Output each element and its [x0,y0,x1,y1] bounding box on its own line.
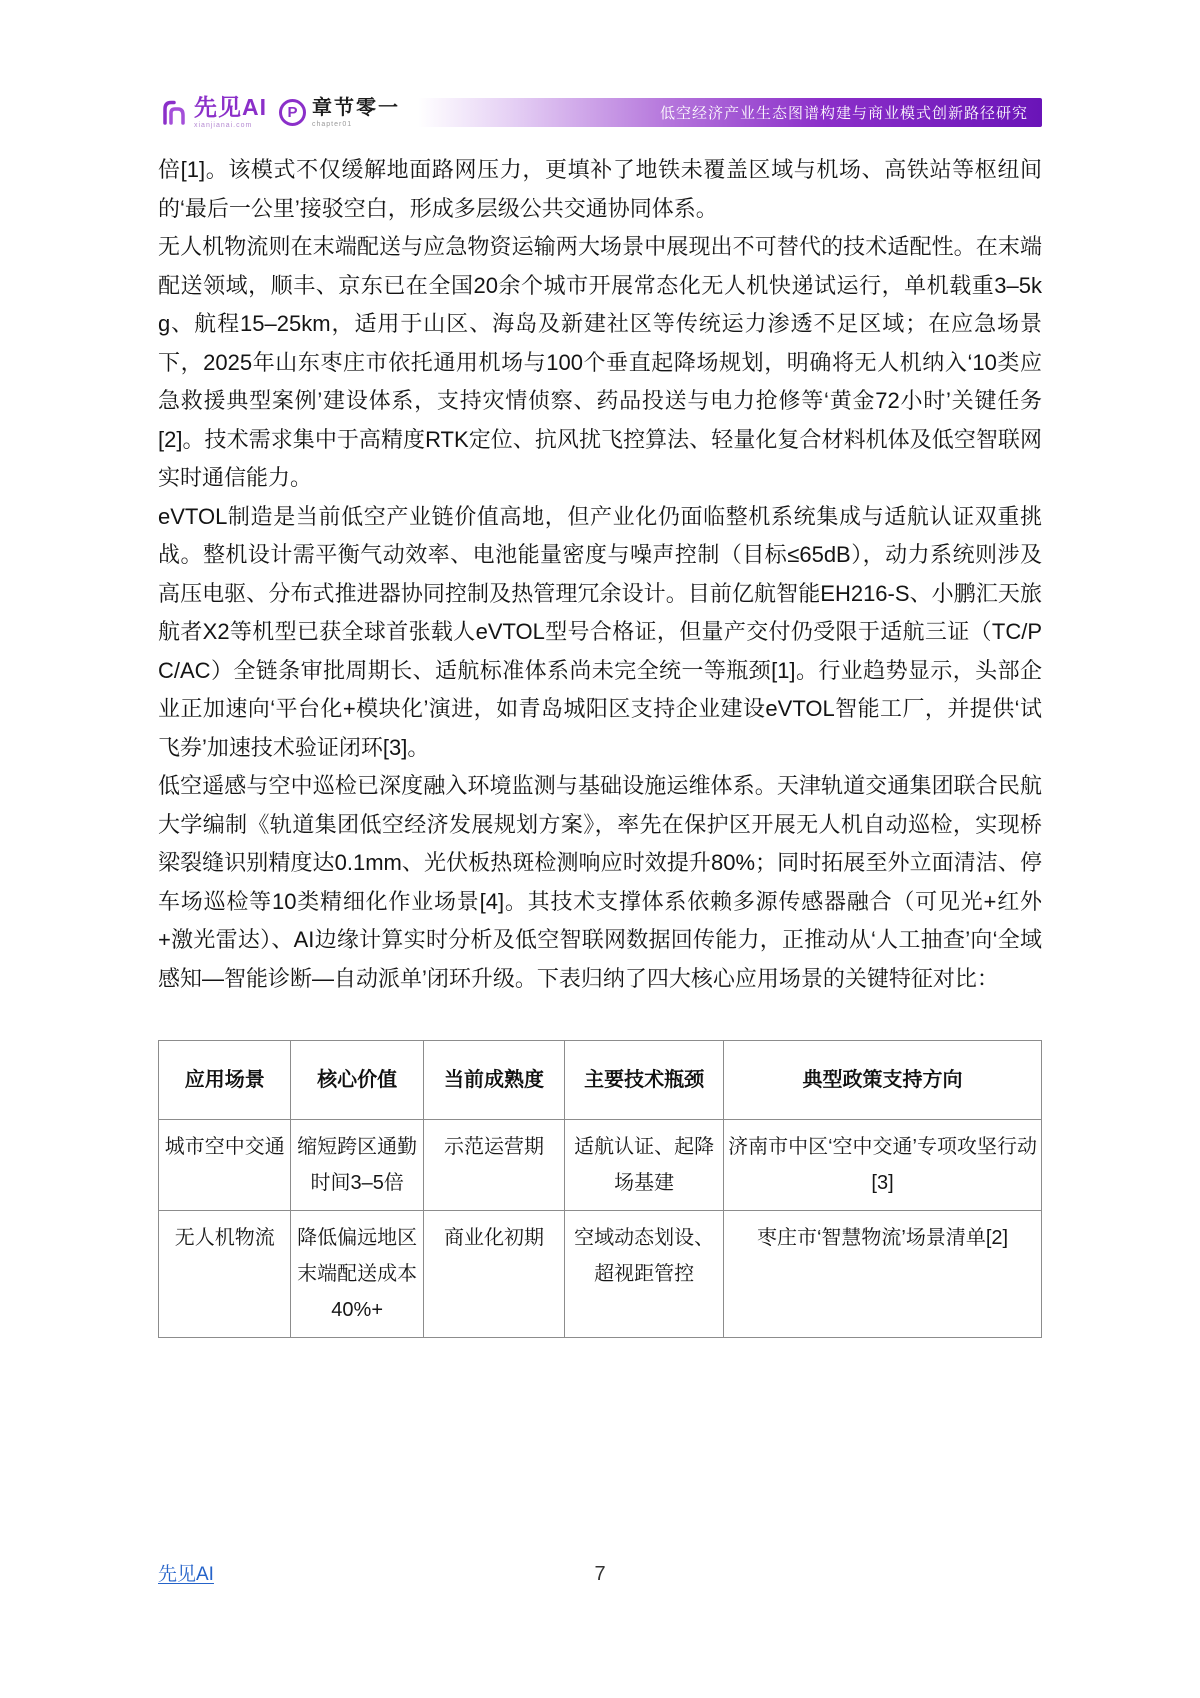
body-paragraph: 无人机物流则在末端配送与应急物资运输两大场景中展现出不可替代的技术适配性。在末端配送领域，顺丰、京东已在全国20余个城市开展常态化无人机快递试运行，单机载重3–5kg、航程15–25km，适用于山区、海岛及新建社区等传统运力渗透不足区域；在应急场景下，2025年山东枣庄市依托通用机场与100个垂直起降场规划，明确将无人机纳入‘10类应急救援典型案例’建设体系，支持灾情侦察、药品投送与电力抢修等‘黄金72小时’关键任务[2]。技术需求集中于高精度RTK定位、抗风扰飞控算法、轻量化复合材料机体及低空智联网实时通信能力。 [158,234,1042,490]
xianjian-ai-logo-icon [158,98,188,128]
table-cell-maturity: 商业化初期 [423,1211,564,1338]
table-header-cell: 应用场景 [159,1041,291,1120]
body-paragraph: 低空遥感与空中巡检已深度融入环境监测与基础设施运维体系。天津轨道交通集团联合民航大学编制《轨道集团低空经济发展规划方案》，率先在保护区开展无人机自动巡检，实现桥梁裂缝识别精度达0.1mm、光伏板热斑检测响应时效提升80%；同时拓展至外立面清洁、停车场巡检等10类精细化作业场景[4]。其技术支撑体系依赖多源传感器融合（可见光+红外+激光雷达）、AI边缘计算实时分析及低空智联网数据回传能力，正推动从‘人工抽查’向‘全域感知—智能诊断—自动派单’闭环升级。下表归纳了四大核心应用场景的关键特征对比： [158,773,1042,991]
table-cell-scene: 城市空中交通 [159,1120,291,1211]
brand-subtext: xianjianai.com [194,122,253,129]
table-row [159,1120,1042,1211]
table-cell-policy: 枣庄市‘智慧物流’场景清单[2] [724,1211,1042,1338]
brand-text [194,96,267,129]
table-header-cell: 当前成熟度 [423,1041,564,1120]
table-row [159,1211,1042,1338]
body-paragraph: 倍[1]。该模式不仅缓解地面路网压力，更填补了地铁未覆盖区域与机场、高铁站等枢纽间的‘最后一公里’接驳空白，形成多层级公共交通协同体系。 [158,157,1042,221]
table-header-cell: 核心价值 [291,1041,423,1120]
table-cell-maturity: 示范运营期 [423,1120,564,1211]
page-header [158,96,1042,129]
table-cell-bottleneck: 空域动态划设、超视距管控 [565,1211,724,1338]
footer-brand-link[interactable]: 先见AI [158,1564,214,1585]
table-cell-bottleneck: 适航认证、起降场基建 [565,1120,724,1211]
table-header-cell: 典型政策支持方向 [724,1041,1042,1120]
table-header-cell: 主要技术瓶颈 [565,1041,724,1120]
table-header-row [159,1041,1042,1120]
chapter-subtext: chapter01 [312,120,353,128]
table-cell-value: 降低偏远地区末端配送成本40%+ [291,1211,423,1338]
brand-name: 先见AI [194,94,267,120]
chapter-circle-icon: P [279,99,306,126]
chapter-name: 章节零一 [312,96,400,119]
body-paragraph: eVTOL制造是当前低空产业链价值高地，但产业化仍面临整机系统集成与适航认证双重挑战。整机设计需平衡气动效率、电池能量密度与噪声控制（目标≤65dB），动力系统则涉及高压电驱、分布式推进器协同控制及热管理冗余设计。目前亿航智能EH216-S、小鹏汇天旅航者X2等机型已获全球首张载人eVTOL型号合格证，但量产交付仍受限于适航三证（TC/PC/AC）全链条审批周期长、适航标准体系尚未完全统一等瓶颈[1]。行业趋势显示，头部企业正加速向‘平台化+模块化’演进，如青岛城阳区支持企业建设eVTOL智能工厂，并提供‘试飞券’加速技术验证闭环[3]。 [158,503,1042,760]
page-number: 7 [594,1563,606,1585]
brand-logo [158,96,267,129]
table-cell-policy: 济南市中区‘空中交通’专项攻坚行动[3] [724,1120,1042,1211]
table-cell-scene: 无人机物流 [159,1211,291,1338]
header-banner [418,98,1042,127]
comparison-table [158,1040,1042,1338]
chapter-text [312,98,400,128]
report-title: 低空经济产业生态图谱构建与商业模式创新路径研究 [659,105,1028,122]
chapter-logo-group [279,98,400,128]
document-body [158,151,1042,1338]
table-cell-value: 缩短跨区通勤时间3–5倍 [291,1120,423,1211]
